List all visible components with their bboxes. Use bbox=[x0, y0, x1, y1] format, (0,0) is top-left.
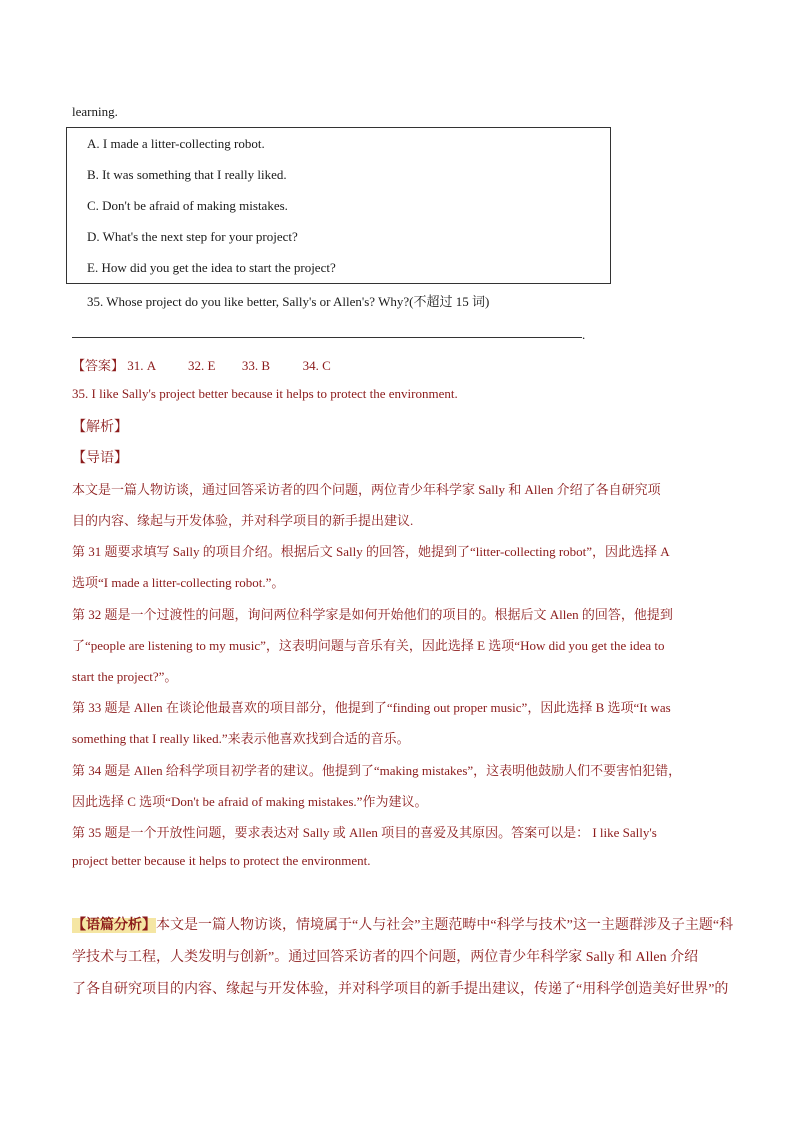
body-line-5: 第 32 题是一个过渡性的问题，询问两位科学家是如何开始他们的项目的。根据后文 Allen 的回答，他提到 bbox=[72, 607, 673, 622]
answer-34: 34. C bbox=[302, 358, 331, 373]
body-line-12: 第 35 题是一个开放性问题，要求表达对 Sally 或 Allen 项目的喜爱及其原因。答案可以是： I like Sally's bbox=[72, 825, 657, 840]
body-line-1: 本文是一篇人物访谈，通过回答采访者的四个问题，两位青少年科学家 Sally 和 Allen 介绍了各自研究项 bbox=[72, 482, 661, 497]
option-a: A. I made a litter-collecting robot. bbox=[87, 136, 265, 151]
lang-analysis-line-3: 了各自研究项目的内容、缘起与开发体验，并对科学项目的新手提出建议，传递了“用科学创造美好世界”的 bbox=[72, 982, 729, 997]
lang-analysis-label: 【语篇分析】 bbox=[72, 918, 156, 933]
options-box bbox=[66, 127, 611, 284]
answer-row bbox=[72, 355, 331, 374]
answer-35: 35. I like Sally's project better because it helps to protect the environment. bbox=[72, 386, 458, 401]
body-line-3: 第 31 题要求填写 Sally 的项目介绍。根据后文 Sally 的回答，她提到了“litter-collecting robot”，因此选择 A bbox=[72, 544, 670, 559]
body-line-4: 选项“I made a litter-collecting robot.”。 bbox=[72, 575, 285, 590]
option-e: E. How did you get the idea to start the project? bbox=[87, 260, 336, 275]
body-line-13: project better because it helps to protect the environment. bbox=[72, 853, 371, 868]
body-line-6: 了“people are listening to my music”，这表明问题与音乐有关，因此选择 E 选项“How did you get the idea to bbox=[72, 638, 665, 653]
option-c: C. Don't be afraid of making mistakes. bbox=[87, 198, 288, 213]
answer-line-end: . bbox=[582, 327, 586, 342]
body-line-8: 第 33 题是 Allen 在谈论他最喜欢的项目部分，他提到了“finding out proper music”，因此选择 B 选项“It was bbox=[72, 700, 671, 715]
continuation-text: learning. bbox=[72, 104, 118, 119]
body-line-10: 第 34 题是 Allen 给科学项目初学者的建议。他提到了“making mistakes”，这表明他鼓励人们不要害怕犯错， bbox=[72, 763, 682, 778]
body-line-9: something that I really liked.”来表示他喜欢找到合适的音乐。 bbox=[72, 731, 410, 746]
answer-33: 33. B bbox=[241, 358, 271, 373]
body-line-7: start the project?”。 bbox=[72, 669, 178, 684]
analysis-label: 【解析】 bbox=[72, 420, 128, 435]
answer-31: 31. A bbox=[127, 358, 156, 373]
body-line-11: 因此选择 C 选项“Don't be afraid of making mistakes.”作为建议。 bbox=[72, 794, 428, 809]
lang-analysis-text-1: 本文是一篇人物访谈，情境属于“人与社会”主题范畴中“科学与技术”这一主题群涉及子主题“科 bbox=[156, 918, 734, 933]
answer-label: 【答案】 bbox=[72, 358, 125, 373]
body-line-2: 目的内容、缘起与开发体验，并对科学项目的新手提出建议. bbox=[72, 513, 414, 528]
lang-analysis-line-2: 学技术与工程，人类发明与创新”。通过回答采访者的四个问题，两位青少年科学家 Sally 和 Allen 介绍 bbox=[72, 950, 699, 965]
option-d: D. What's the next step for your project? bbox=[87, 229, 298, 244]
answer-32: 32. E bbox=[187, 358, 216, 373]
intro-label: 【导语】 bbox=[72, 451, 128, 466]
question-35: 35. Whose project do you like better, Sally's or Allen's? Why?(不超过 15 词) bbox=[87, 294, 490, 309]
answer-line bbox=[72, 337, 582, 338]
option-b: B. It was something that I really liked. bbox=[87, 167, 287, 182]
lang-analysis-line-1 bbox=[72, 914, 733, 934]
